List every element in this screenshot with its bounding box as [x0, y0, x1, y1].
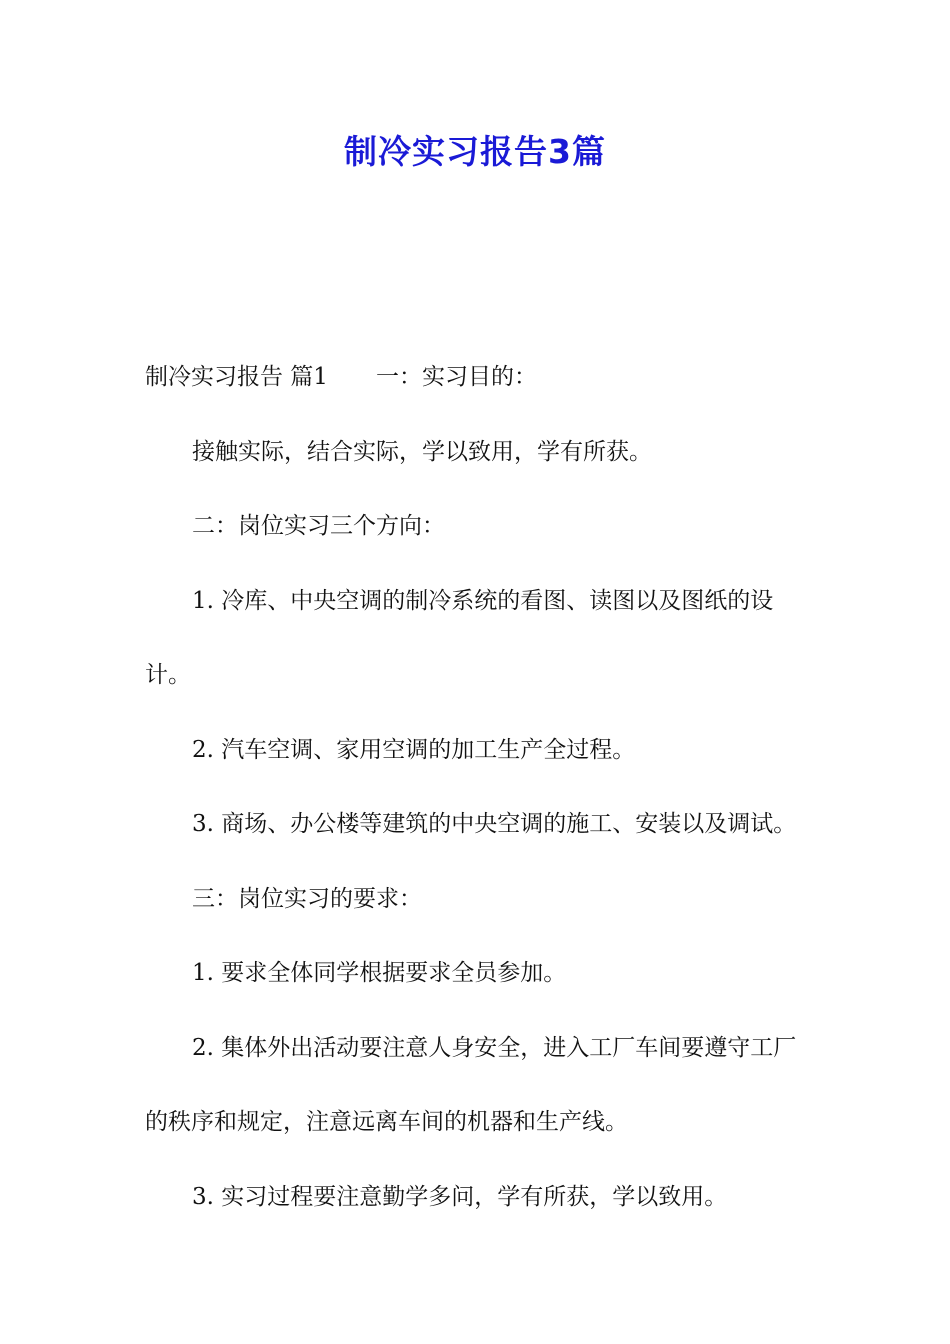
section-heading: 一：实习目的：	[375, 364, 537, 390]
paragraph: 3. 商场、办公楼等建筑的中央空调的施工、安装以及调试。	[192, 811, 797, 837]
document-title: 制冷实习报告3篇	[344, 132, 606, 171]
paragraph: 三：岗位实习的要求：	[192, 885, 422, 912]
paragraph: 二：岗位实习三个方向：	[192, 513, 445, 539]
section-label: 制冷实习报告 篇1	[145, 364, 328, 390]
paragraph: 3. 实习过程要注意勤学多问，学有所获，学以致用。	[192, 1183, 728, 1210]
paragraph: 1. 冷库、中央空调的制冷系统的看图、读图以及图纸的设计。	[145, 587, 774, 688]
paragraph: 2. 汽车空调、家用空调的加工生产全过程。	[192, 736, 636, 763]
document-body	[145, 340, 815, 1234]
paragraph: 2. 集体外出活动要注意人身安全，进入工厂车间要遵守工厂的秩序和规定，注意远离车间的机器和生产线。	[145, 1034, 797, 1135]
section-header-line	[145, 340, 815, 415]
paragraph: 1. 要求全体同学根据要求全员参加。	[192, 960, 567, 986]
paragraph: 接触实际，结合实际，学以致用，学有所获。	[192, 438, 652, 465]
